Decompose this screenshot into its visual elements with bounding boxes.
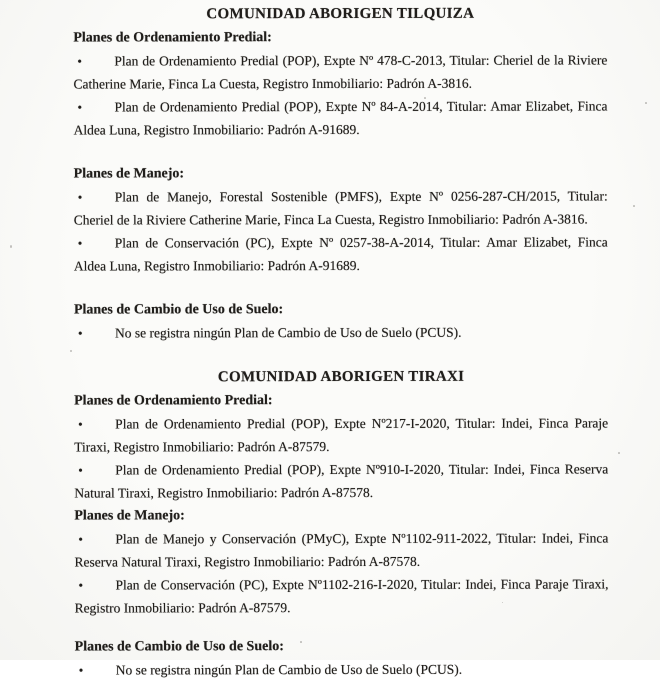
scan-speck — [10, 245, 12, 248]
group-heading: Planes de Ordenamiento Predial: — [74, 393, 273, 409]
scan-speck — [70, 350, 72, 352]
bullet-icon: • — [77, 235, 83, 251]
section-1 — [74, 365, 609, 681]
bullet-icon: • — [78, 416, 83, 432]
list-item — [74, 526, 608, 573]
bullet-icon: • — [78, 662, 84, 678]
group-heading: Planes de Manejo: — [74, 508, 185, 524]
list-item-text: No se registra ningún Plan de Cambio de Uso de Suelo (PCUS). — [114, 324, 462, 341]
plan-group — [74, 297, 608, 344]
list-item — [75, 657, 609, 681]
section-0 — [73, 2, 608, 344]
group-heading: Planes de Cambio de Uso de Suelo: — [73, 302, 284, 318]
plan-group — [73, 25, 607, 141]
group-heading: Planes de Ordenamiento Predial: — [73, 30, 272, 46]
list-item — [74, 230, 608, 277]
list-item — [74, 320, 608, 344]
bullet-icon: • — [77, 325, 83, 341]
scan-speck — [592, 62, 594, 64]
list-item-text: Plan de Conservación (PC), Expte Nº 0257-38-A-2014, Titular: Amar Elizabet, Finca Aldea Luna, Registro Inmobiliario: Padrón A-91689. — [73, 234, 608, 274]
plan-group — [75, 634, 609, 681]
plan-group — [74, 503, 608, 619]
list-item — [74, 457, 608, 504]
scan-speck — [645, 102, 647, 104]
bullet-icon: • — [77, 99, 83, 115]
scan-speck — [618, 452, 620, 454]
bullet-icon: • — [78, 531, 83, 547]
list-item-text: No se registra ningún Plan de Cambio de Uso de Suelo (PCUS). — [115, 661, 463, 678]
list-item — [73, 48, 607, 95]
list-item-text: Plan de Ordenamiento Predial (POP), Expte Nº 478-C-2013, Titular: Cheriel de la Riviere Catherine Marie, Finca La Cuesta, Registro Inmobiliario: Padrón A-3816. — [73, 52, 608, 92]
list-item — [74, 184, 608, 231]
list-item-text: Plan de Ordenamiento Predial (POP), Expte Nº 84-A-2014, Titular: Amar Elizabet, Finca Aldea Luna, Registro Inmobiliario: Padrón A-91689. — [73, 98, 608, 138]
list-item-text: Plan de Conservación (PC), Expte Nº1102-216-I-2020, Titular: Indei, Finca Paraje Tiraxi, Registro Inmobiliario: Padrón A-87579. — [74, 576, 609, 616]
bullet-icon: • — [77, 189, 83, 205]
list-item-text: Plan de Ordenamiento Predial (POP), Expte Nº217-I-2020, Titular: Indei, Finca Paraje Tiraxi, Registro Inmobiliario: Padrón A-87579. — [74, 415, 609, 455]
list-item-text: Plan de Ordenamiento Predial (POP), Expte Nº910-I-2020, Titular: Indei, Finca Reserva Natural Tiraxi, Registro Inmobiliario: Padrón A-87578. — [74, 461, 609, 501]
section-title: COMUNIDAD ABORIGEN TIRAXI — [217, 368, 465, 386]
list-item — [73, 94, 607, 141]
group-heading: Planes de Cambio de Uso de Suelo: — [74, 639, 284, 655]
list-item-text: Plan de Manejo y Conservación (PMyC), Expte Nº1102-911-2022, Titular: Indei, Finca Reserva Natural Tiraxi, Registro Inmobiliario: Padrón A-87578. — [74, 530, 609, 570]
group-heading: Planes de Manejo: — [73, 166, 185, 182]
scan-speck — [300, 641, 302, 643]
bullet-icon: • — [77, 53, 82, 69]
list-item — [74, 411, 608, 458]
scan-speck — [424, 97, 426, 99]
plan-group — [74, 161, 608, 277]
bullet-icon: • — [78, 462, 83, 478]
scan-speck — [633, 205, 635, 207]
section-title: COMUNIDAD ABORIGEN TILQUIZA — [206, 5, 475, 23]
plan-group — [74, 388, 608, 504]
list-item — [74, 572, 608, 619]
document-content — [73, 2, 608, 681]
bullet-icon: • — [78, 577, 84, 593]
list-item-text: Plan de Manejo, Forestal Sostenible (PMFS), Expte Nº 0256-287-CH/2015, Titular: Cheriel de la Riviere Catherine Marie, Finca La Cuesta, Registro Inmobiliario: Padrón A-3816. — [73, 188, 608, 228]
